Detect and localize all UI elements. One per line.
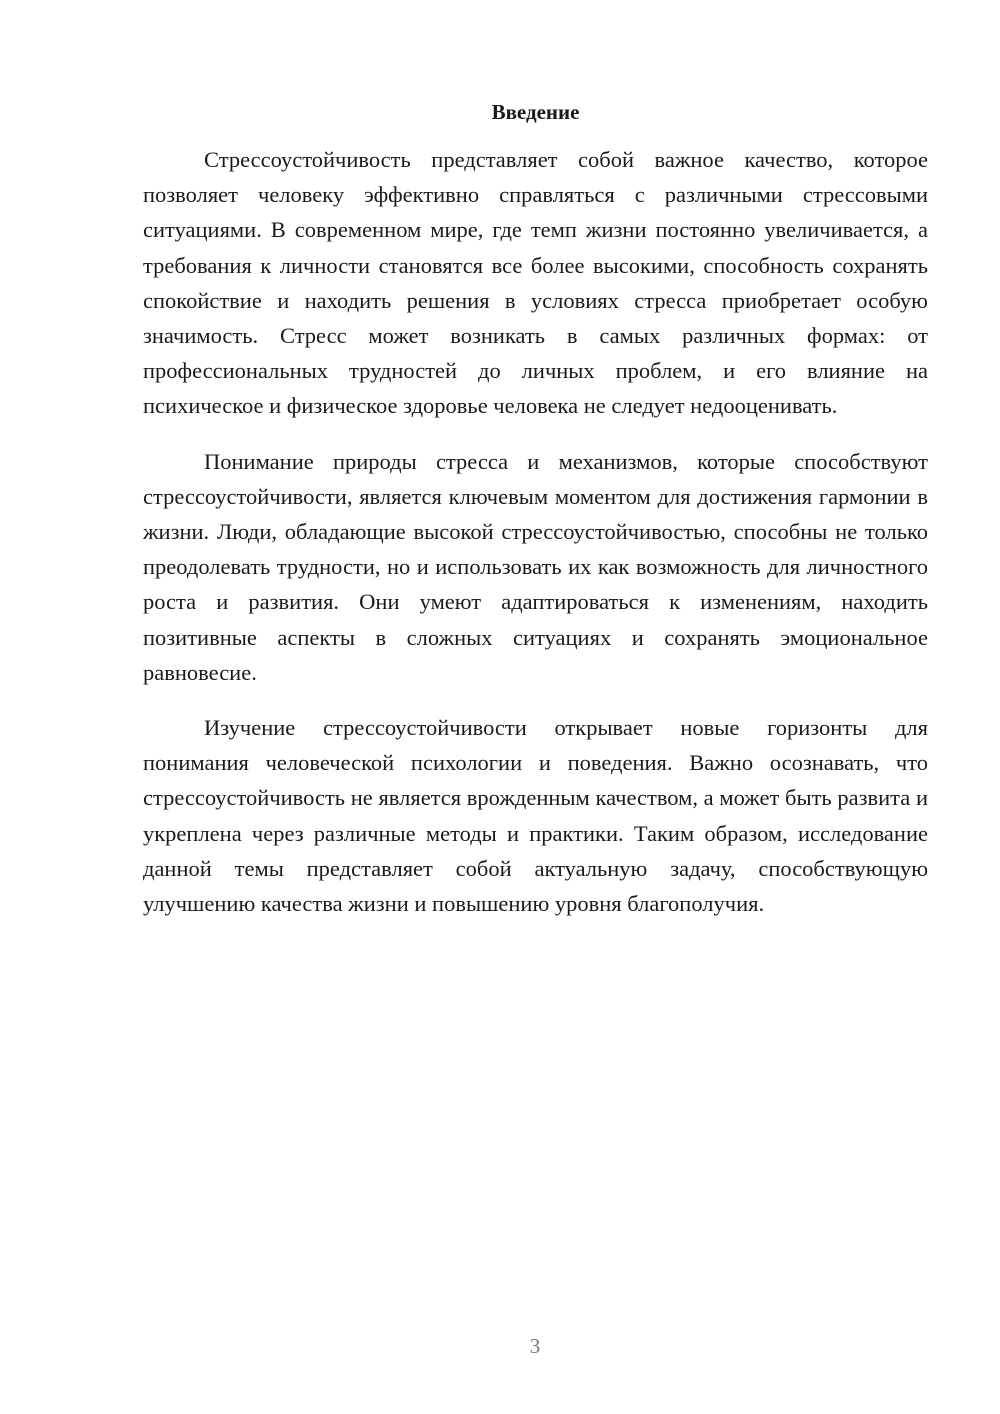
paragraph-3: Изучение стрессоустойчивости открывает новые горизонты для понимания человеческой психологии и поведения. Важно осознавать, что стрессоустойчивость не является врожденным качеством, а может быть развита и укреплена через различные методы и практики. Таким образом, исследование данной темы представляет собой актуальную задачу, способствующую улучшению качества жизни и повышению уровня благополучия. [143, 715, 928, 917]
page-number: 3 [529, 1334, 541, 1358]
paragraph-1: Стрессоустойчивость представляет собой важное качество, которое позволяет человеку эффективно справляться с различными стрессовыми ситуациями. В современном мире, где темп жизни постоянно увеличивается, а требования к личности становятся все более высокими, способность сохранять спокойствие и находить решения в условиях стресса приобретает особую значимость. Стресс может возникать в самых различных формах: от профессиональных трудностей до личных проблем, и его влияние на психическое и физическое здоровье человека не следует недооценивать. [143, 147, 928, 419]
paragraph-2: Понимание природы стресса и механизмов, которые способствуют стрессоустойчивости, является ключевым моментом для достижения гармонии в жизни. Люди, обладающие высокой стрессоустойчивостью, способны не только преодолевать трудности, но и использовать их как возможность для личностного роста и развития. Они умеют адаптироваться к изменениям, находить позитивные аспекты в сложных ситуациях и сохранять эмоциональное равновесие. [143, 448, 928, 685]
body-text [143, 142, 928, 941]
section-heading: Введение [491, 100, 580, 124]
